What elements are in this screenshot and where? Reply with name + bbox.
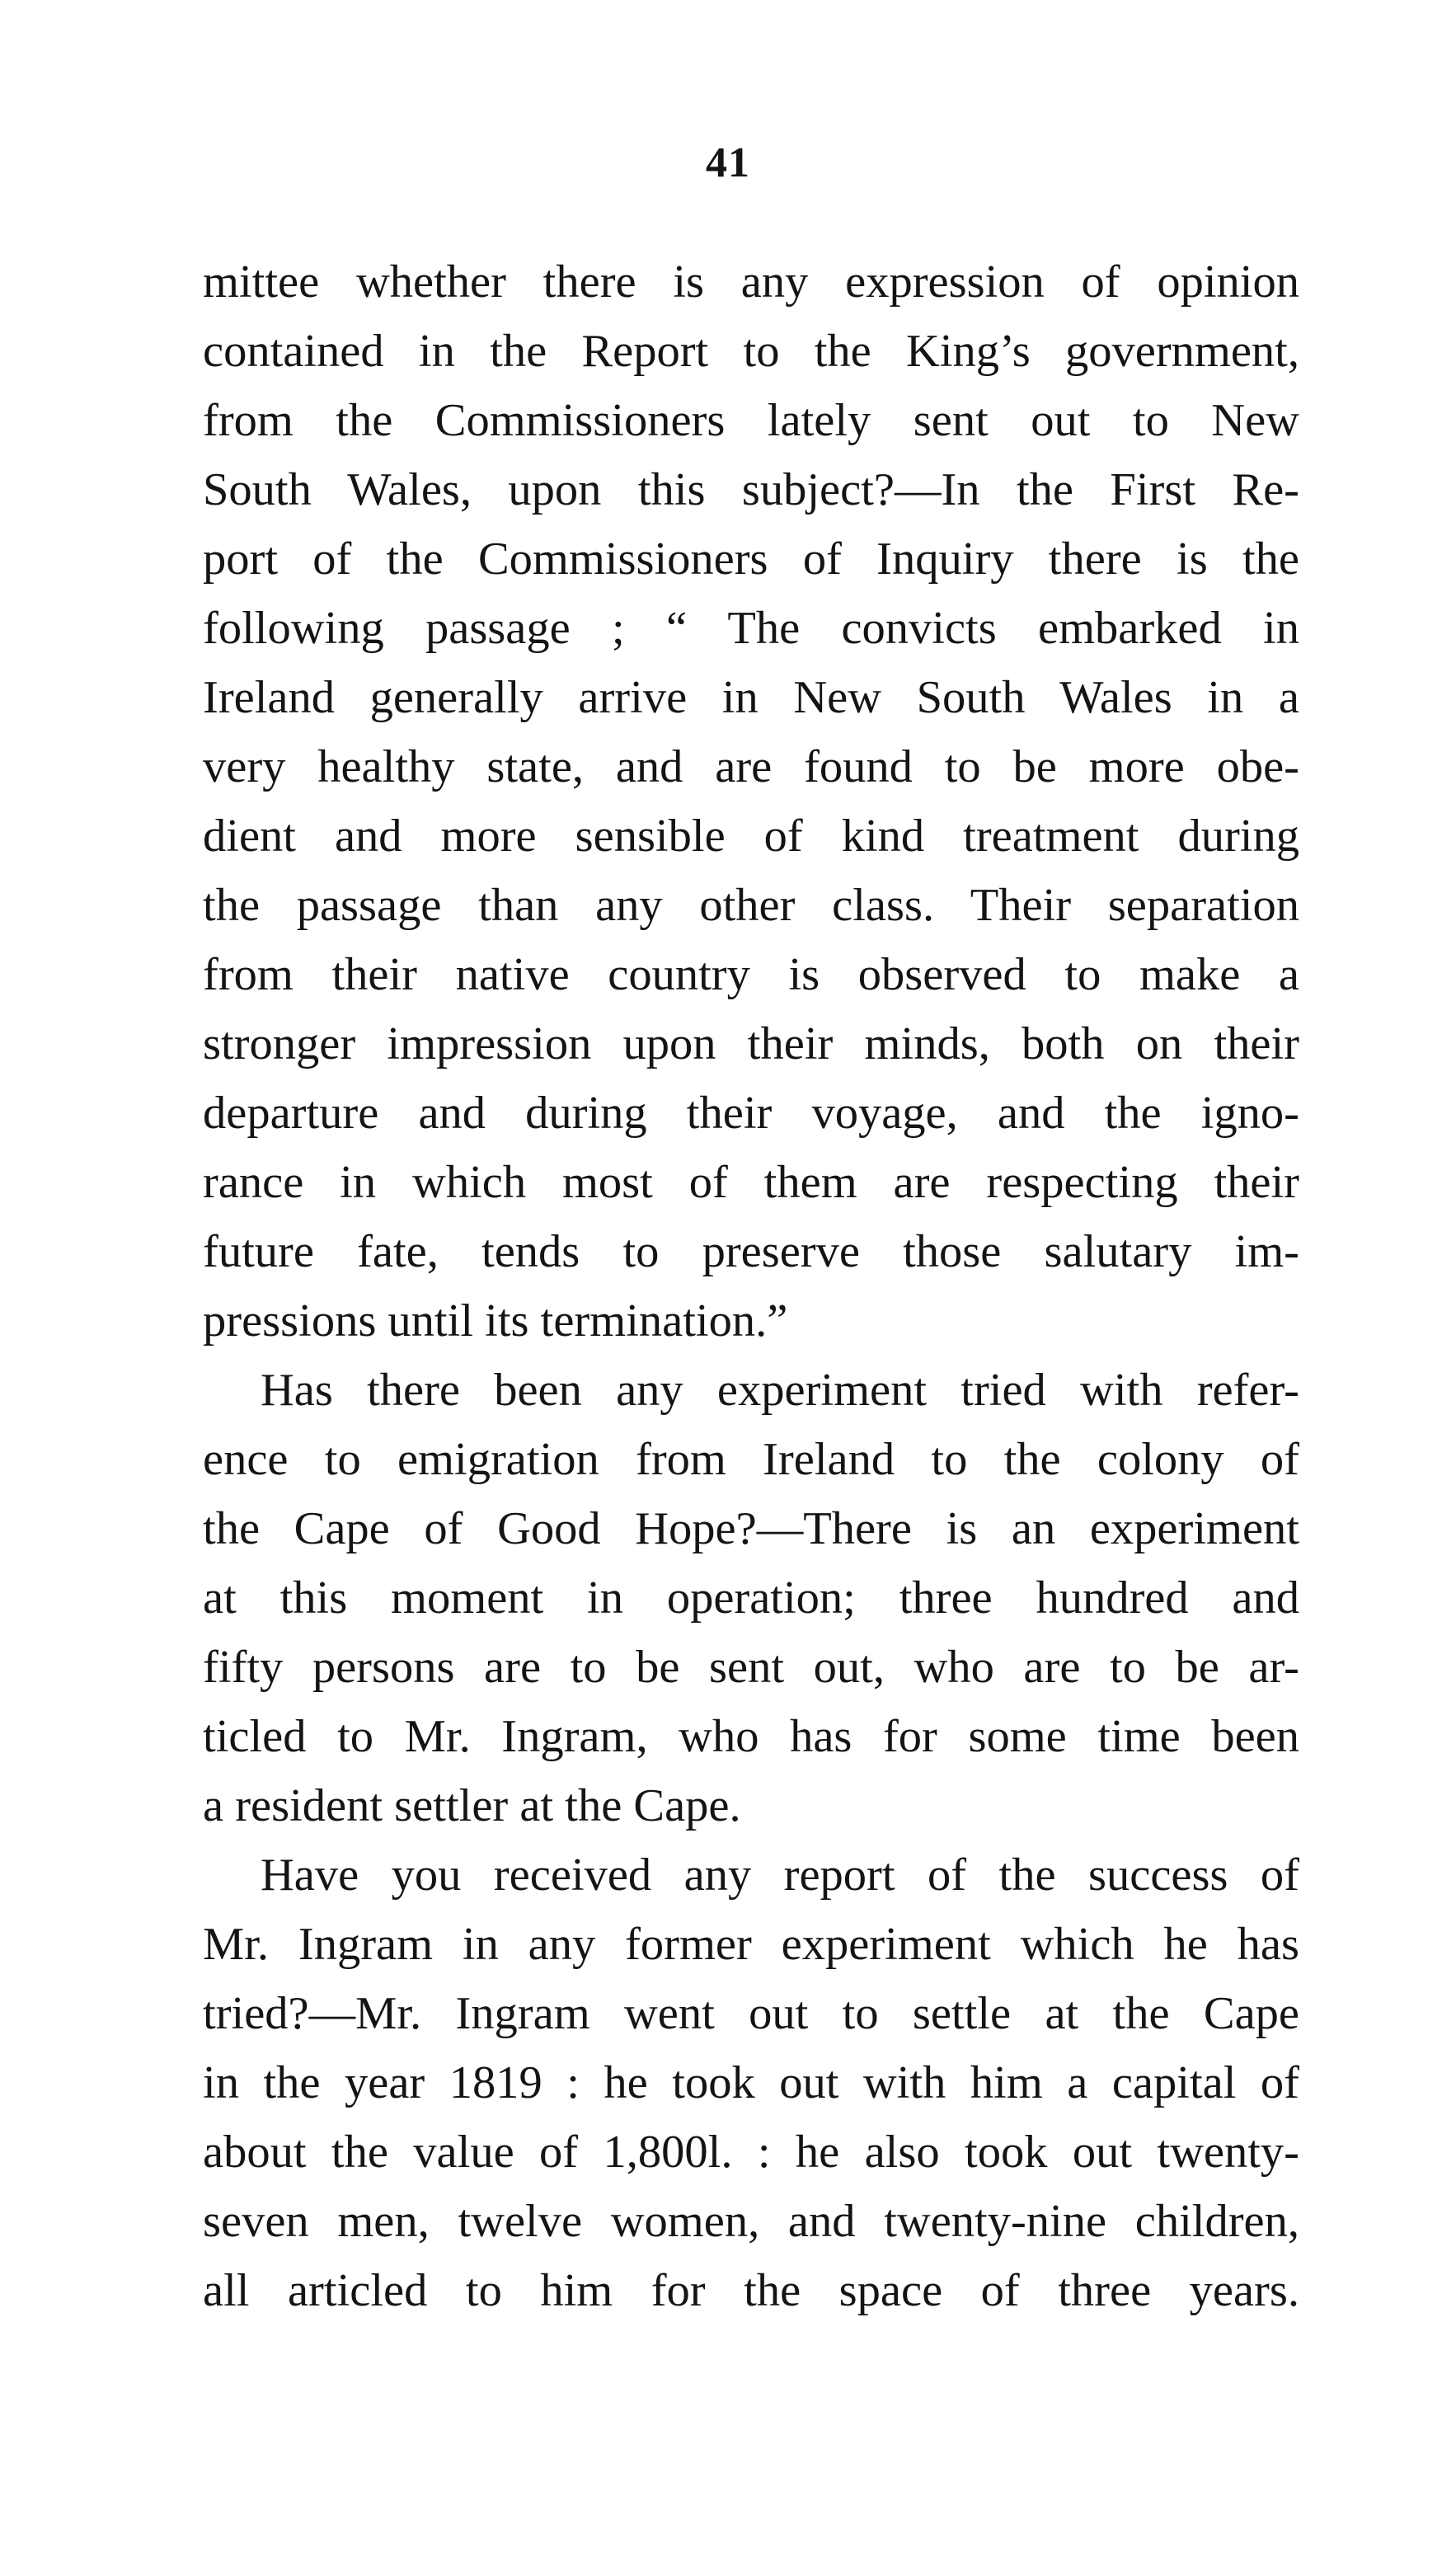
text-line: very healthy state, and are found to be more obe- xyxy=(203,741,1299,792)
text-line: fifty persons are to be sent out, who are to be ar- xyxy=(203,1642,1299,1693)
text-line: Has there been any experiment tried with refer- xyxy=(261,1365,1299,1416)
text-line: the passage than any other class. Their separation xyxy=(203,880,1299,931)
text-line: the Cape of Good Hope?—There is an experiment xyxy=(203,1503,1299,1554)
text-line: mittee whether there is any expression of opinion xyxy=(203,256,1299,308)
paragraph-2 xyxy=(203,1356,1299,1840)
text-line: contained in the Report to the King’s government, xyxy=(203,326,1299,377)
text-line: pressions until its termination.” xyxy=(203,1295,788,1347)
text-line: at this moment in operation; three hundred and xyxy=(203,1572,1299,1624)
text-line: tried?—Mr. Ingram went out to settle at the Cape xyxy=(203,1988,1299,2039)
text-line: seven men, twelve women, and twenty-nine children, xyxy=(203,2196,1299,2247)
paragraph-1 xyxy=(203,247,1299,1356)
text-line: South Wales, upon this subject?—In the First Re- xyxy=(203,464,1299,515)
text-line: ticled to Mr. Ingram, who has for some time been xyxy=(203,1711,1299,1762)
text-line: a resident settler at the Cape. xyxy=(203,1780,741,1831)
page-number: 41 xyxy=(706,139,750,186)
body-text xyxy=(203,247,1299,2325)
text-line: stronger impression upon their minds, both on their xyxy=(203,1018,1299,1069)
text-line: Ireland generally arrive in New South Wales in a xyxy=(203,672,1299,723)
text-line: all articled to him for the space of three years. xyxy=(203,2265,1299,2316)
text-line: Mr. Ingram in any former experiment which he has xyxy=(203,1919,1299,1970)
text-line: Have you received any report of the success of xyxy=(261,1850,1299,1901)
text-line: in the year 1819 : he took out with him a capital of xyxy=(203,2057,1299,2108)
text-line: from their native country is observed to make a xyxy=(203,949,1299,1000)
text-line: future fate, tends to preserve those salutary im- xyxy=(203,1226,1299,1277)
text-line: from the Commissioners lately sent out to New xyxy=(203,395,1299,446)
text-line: following passage ; “ The convicts embarked in xyxy=(203,603,1299,654)
text-line: about the value of 1,800l. : he also took out twenty- xyxy=(203,2127,1299,2178)
text-line: dient and more sensible of kind treatment during xyxy=(203,811,1299,862)
paragraph-3 xyxy=(203,1840,1299,2325)
text-line: rance in which most of them are respecting their xyxy=(203,1157,1299,1208)
text-line: port of the Commissioners of Inquiry there is the xyxy=(203,533,1299,585)
text-line: ence to emigration from Ireland to the colony of xyxy=(203,1434,1299,1485)
text-line: departure and during their voyage, and the igno- xyxy=(203,1088,1299,1139)
